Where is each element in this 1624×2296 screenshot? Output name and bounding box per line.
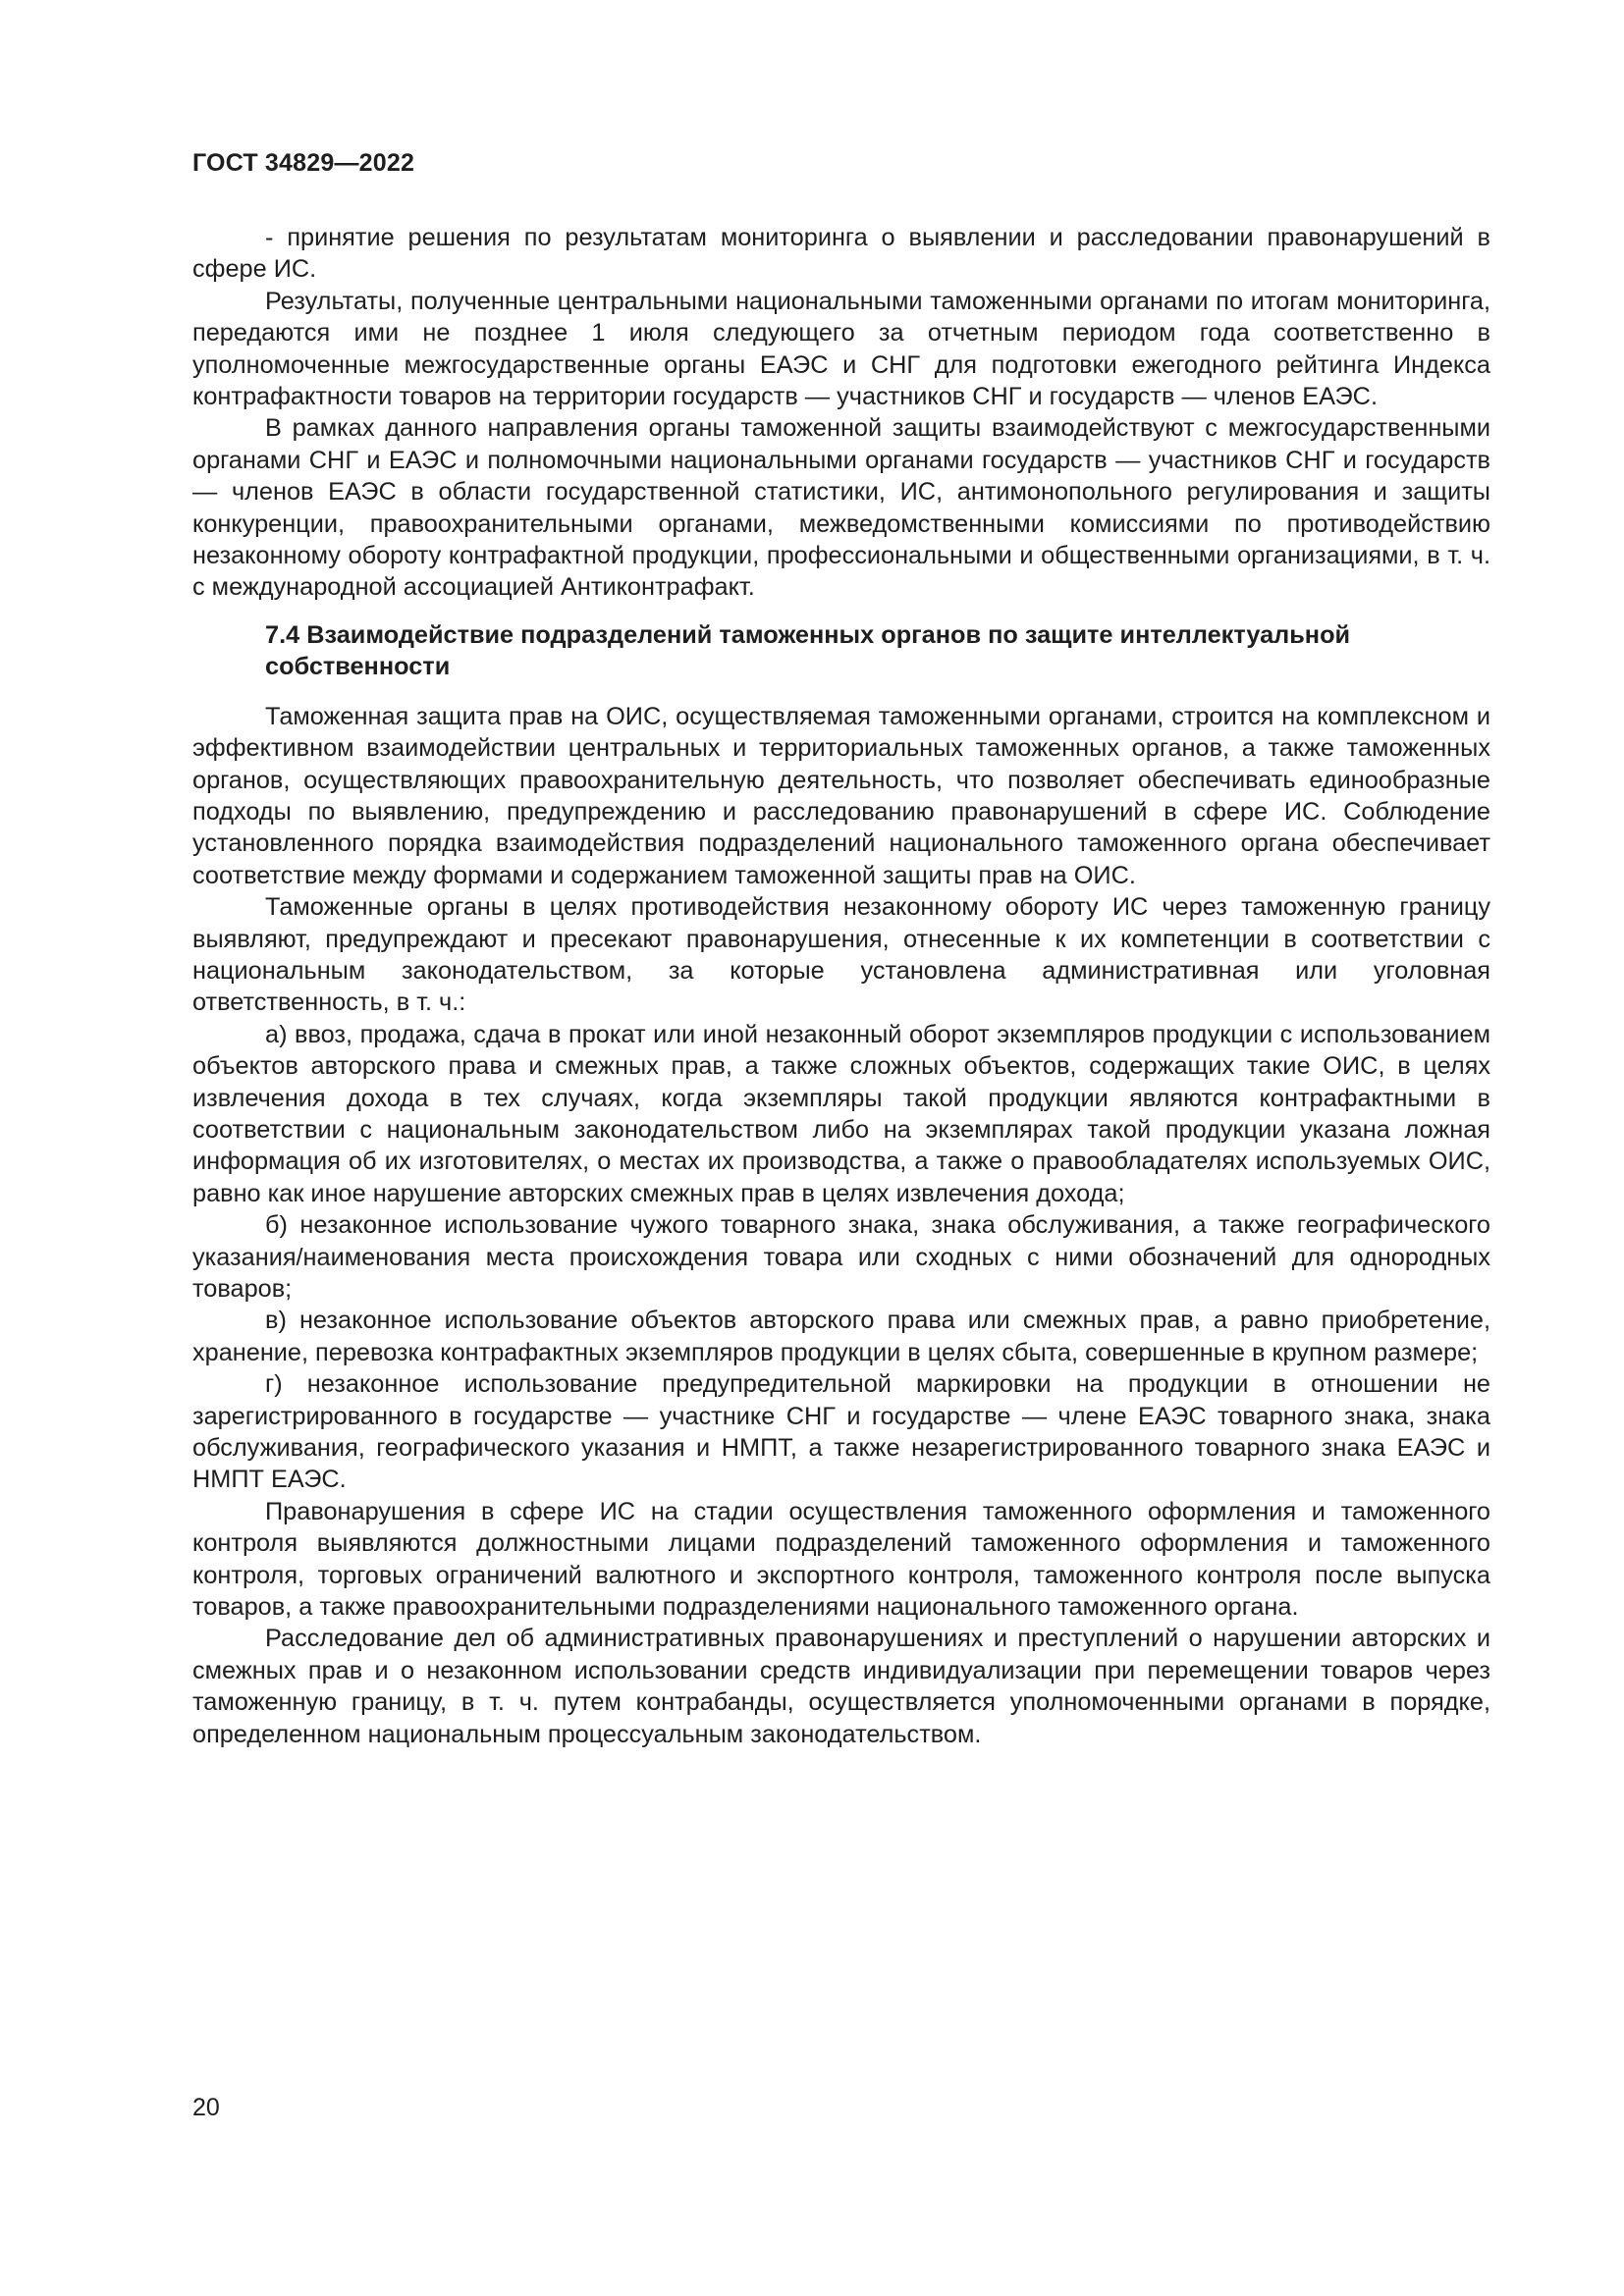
document-body (192, 222, 1490, 1750)
body-paragraph: Расследование дел об административных правонарушениях и преступлений о нарушении авторских и смежных прав и о незаконном использовании средств индивидуализации при перемещении товаров через таможенную границу, в т. ч. путем контрабанды, осуществляется уполномоченными органами в порядке, определенном национальным процессуальным законодательством. (192, 1625, 1490, 1748)
body-paragraph: Таможенные органы в целях противодействия незаконному обороту ИС через таможенную границу выявляют, предупреждают и пресекают правонарушения, отнесенные к их компетенции в соответствии с национальным законодательством, за которые установлена административная или уголовная ответственность, в т. ч.: (192, 893, 1490, 1017)
body-paragraph: В рамках данного направления органы таможенной защиты взаимодействуют с межгосударственными органами СНГ и ЕАЭС и полномочными национальными органами государств — участников СНГ и государств — членов ЕАЭС в области государственной статистики, ИС, антимонопольного регулирования и защиты конкуренции, правоохранительными органами, межведомственными комиссиями по противодействию незаконному обороту контрафактной продукции, профессиональными и общественными организациями, в т. ч. с международной ассоциацией Антиконтрафакт. (192, 414, 1490, 602)
list-item-v: в) незаконное использование объектов авторского права или смежных прав, а равно приобретение, хранение, перевозка контрафактных экземпляров продукции в целях сбыта, совершенные в крупном размере; (192, 1307, 1490, 1366)
page-number: 20 (192, 2094, 220, 2121)
body-paragraph: - принятие решения по результатам мониторинга о выявлении и расследовании правонарушений в сфере ИС. (192, 224, 1490, 284)
body-paragraph: Таможенная защита прав на ОИС, осуществляемая таможенными органами, строится на комплексном и эффективном взаимодействии центральных и территориальных таможенных органов, а также таможенных органов, осуществляющих правоохранительную деятельность, что позволяет обеспечивать единообразные подходы по выявлению, предупреждению и расследованию правонарушений в сфере ИС. Соблюдение установленного порядка взаимодействия подразделений национального таможенного органа обеспечивает соответствие между формами и содержанием таможенной защиты прав на ОИС. (192, 702, 1490, 889)
body-paragraph: Результаты, полученные центральными национальными таможенными органами по итогам мониторинга, передаются ими не позднее 1 июля следующего за отчетным периодом года соответственно в уполномоченные межгосударственные органы ЕАЭС и СНГ для подготовки ежегодного рейтинга Индекса контрафактности товаров на территории государств — участников СНГ и государств — членов ЕАЭС. (192, 287, 1490, 411)
body-paragraph: Правонарушения в сфере ИС на стадии осуществления таможенного оформления и таможенного контроля выявляются должностными лицами подразделений таможенного оформления и таможенного контроля, торговых ограничений валютного и экспортного контроля, таможенного контроля после выпуска товаров, а также правоохранительными подразделениями национального таможенного органа. (192, 1497, 1490, 1622)
document-code-header: ГОСТ 34829—2022 (192, 149, 415, 177)
list-item-a: а) ввоз, продажа, сдача в прокат или иной незаконный оборот экземпляров продукции с использованием объектов авторского права и смежных прав, а также сложных объектов, содержащих такие ОИС, в целях извлечения дохода в тех случаях, когда экземпляры такой продукции являются контрафактными в соответствии с национальным законодательством либо на экземплярах такой продукции указана ложная информация об их изготовителях, о местах их производства, а также о правообладателях используемых ОИС, равно как иное нарушение авторских смежных прав в целях извлечения дохода; (192, 1020, 1490, 1207)
list-item-b: б) незаконное использование чужого товарного знака, знака обслуживания, а также географического указания/наименования места происхождения товара или сходных с ними обозначений для однородных товаров; (192, 1211, 1490, 1303)
list-item-g: г) незаконное использование предупредительной маркировки на продукции в отношении не зарегистрированного в государстве — участнике СНГ и государстве — члене ЕАЭС товарного знака, знака обслуживания, географического указания и НМПТ, а также незарегистрированного товарного знака ЕАЭС и НМПТ ЕАЭС. (192, 1370, 1490, 1494)
section-heading: 7.4 Взаимодействие подразделений таможенных органов по защите интеллектуальной собственности (265, 620, 1351, 681)
